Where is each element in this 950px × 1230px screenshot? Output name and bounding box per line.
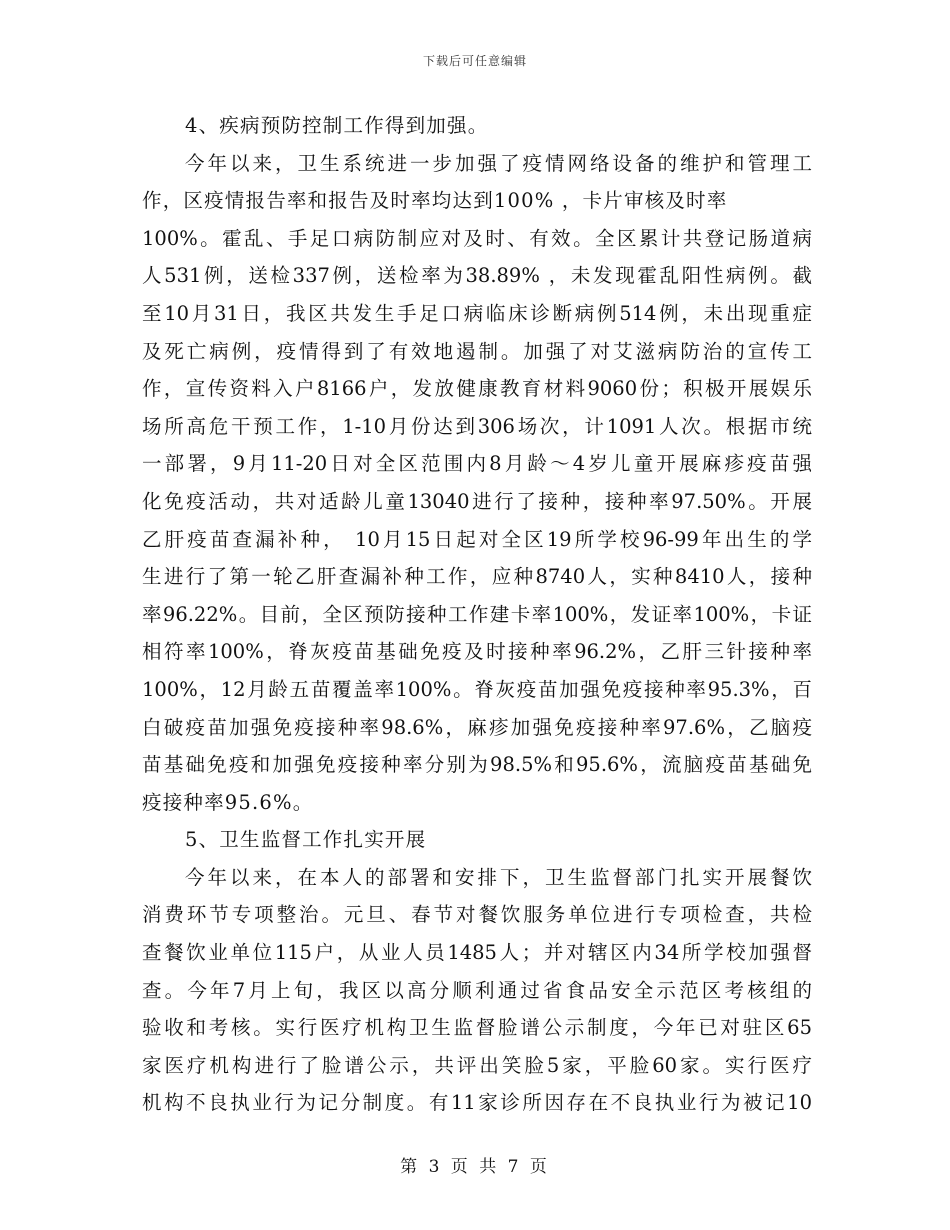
paragraph-line: 消费环节专项整治。元旦、春节对餐饮服务单位进行专项检查，共检	[142, 903, 812, 927]
paragraph-line: 今年以来，在本人的部署和安排下，卫生监督部门扎实开展餐饮	[185, 865, 812, 889]
paragraph-line: 疫接种率95.6%。	[142, 790, 314, 814]
paragraph-line: 率96.22%。目前，全区预防接种工作建卡率100%，发证率100%，卡证	[142, 602, 812, 626]
paragraph-line: 相符率100%，脊灰疫苗基础免疫及时接种率96.2%，乙肝三针接种率	[142, 640, 812, 664]
paragraph-line: 至10月31日，我区共发生手足口病临床诊断病例514例，未出现重症	[142, 301, 812, 325]
paragraph-line: 验收和考核。实行医疗机构卫生监督脸谱公示制度，今年已对驻区65	[142, 1016, 812, 1040]
paragraph-line: 家医疗机构进行了脸谱公示，共评出笑脸5家，平脸60家。实行医疗	[142, 1053, 812, 1077]
paragraph-line: 查。今年7月上旬，我区以高分顺利通过省食品安全示范区考核组的	[142, 978, 812, 1002]
paragraph-line: 作，宣传资料入户8166户，发放健康教育材料9060份；积极开展娱乐	[142, 377, 812, 401]
document-body	[142, 107, 812, 1122]
paragraph-line: 场所高危干预工作，1-10月份达到306场次，计1091人次。根据市统	[142, 414, 812, 438]
paragraph-line: 作，区疫情报告率和报告及时率均达到100% ，卡片审核及时率	[142, 189, 728, 213]
section-heading: 5、卫生监督工作扎实开展	[185, 828, 427, 852]
section-heading: 4、疾病预防控制工作得到加强。	[185, 114, 489, 137]
paragraph-line: 100%。霍乱、手足口病防制应对及时、有效。全区累计共登记肠道病	[142, 226, 812, 250]
paragraph-line: 100%，12月龄五苗覆盖率100%。脊灰疫苗加强免疫接种率95.3%，百	[142, 677, 812, 701]
paragraph-line: 及死亡病例，疫情得到了有效地遏制。加强了对艾滋病防治的宣传工	[142, 339, 812, 363]
paragraph-line: 机构不良执业行为记分制度。有11家诊所因存在不良执业行为被记10	[142, 1091, 812, 1115]
paragraph-line: 查餐饮业单位115户，从业人员1485人；并对辖区内34所学校加强督	[142, 941, 812, 965]
page-number-footer: 第 3 页 共 7 页	[400, 1157, 550, 1177]
paragraph-line: 白破疫苗加强免疫接种率98.6%，麻疹加强免疫接种率97.6%，乙脑疫	[142, 715, 812, 739]
paragraph-line: 苗基础免疫和加强免疫接种率分别为98.5%和95.6%，流脑疫苗基础免	[142, 753, 812, 777]
paragraph-line: 化免疫活动，共对适龄儿童13040进行了接种，接种率97.50%。开展	[142, 489, 812, 513]
paragraph-line: 今年以来，卫生系统进一步加强了疫情网络设备的维护和管理工	[185, 151, 812, 175]
page-header-note: 下载后可任意编辑	[422, 54, 527, 68]
paragraph-line: 乙肝疫苗查漏补种， 10月15日起对全区19所学校96-99年出生的学	[142, 527, 812, 551]
paragraph-line: 一部署，9月11-20日对全区范围内8月龄～4岁儿童开展麻疹疫苗强	[142, 452, 812, 476]
paragraph-line: 人531例，送检337例，送检率为38.89% ，未发现霍乱阳性病例。截	[142, 264, 812, 288]
paragraph-line: 生进行了第一轮乙肝查漏补种工作，应种8740人，实种8410人，接种	[142, 565, 812, 589]
